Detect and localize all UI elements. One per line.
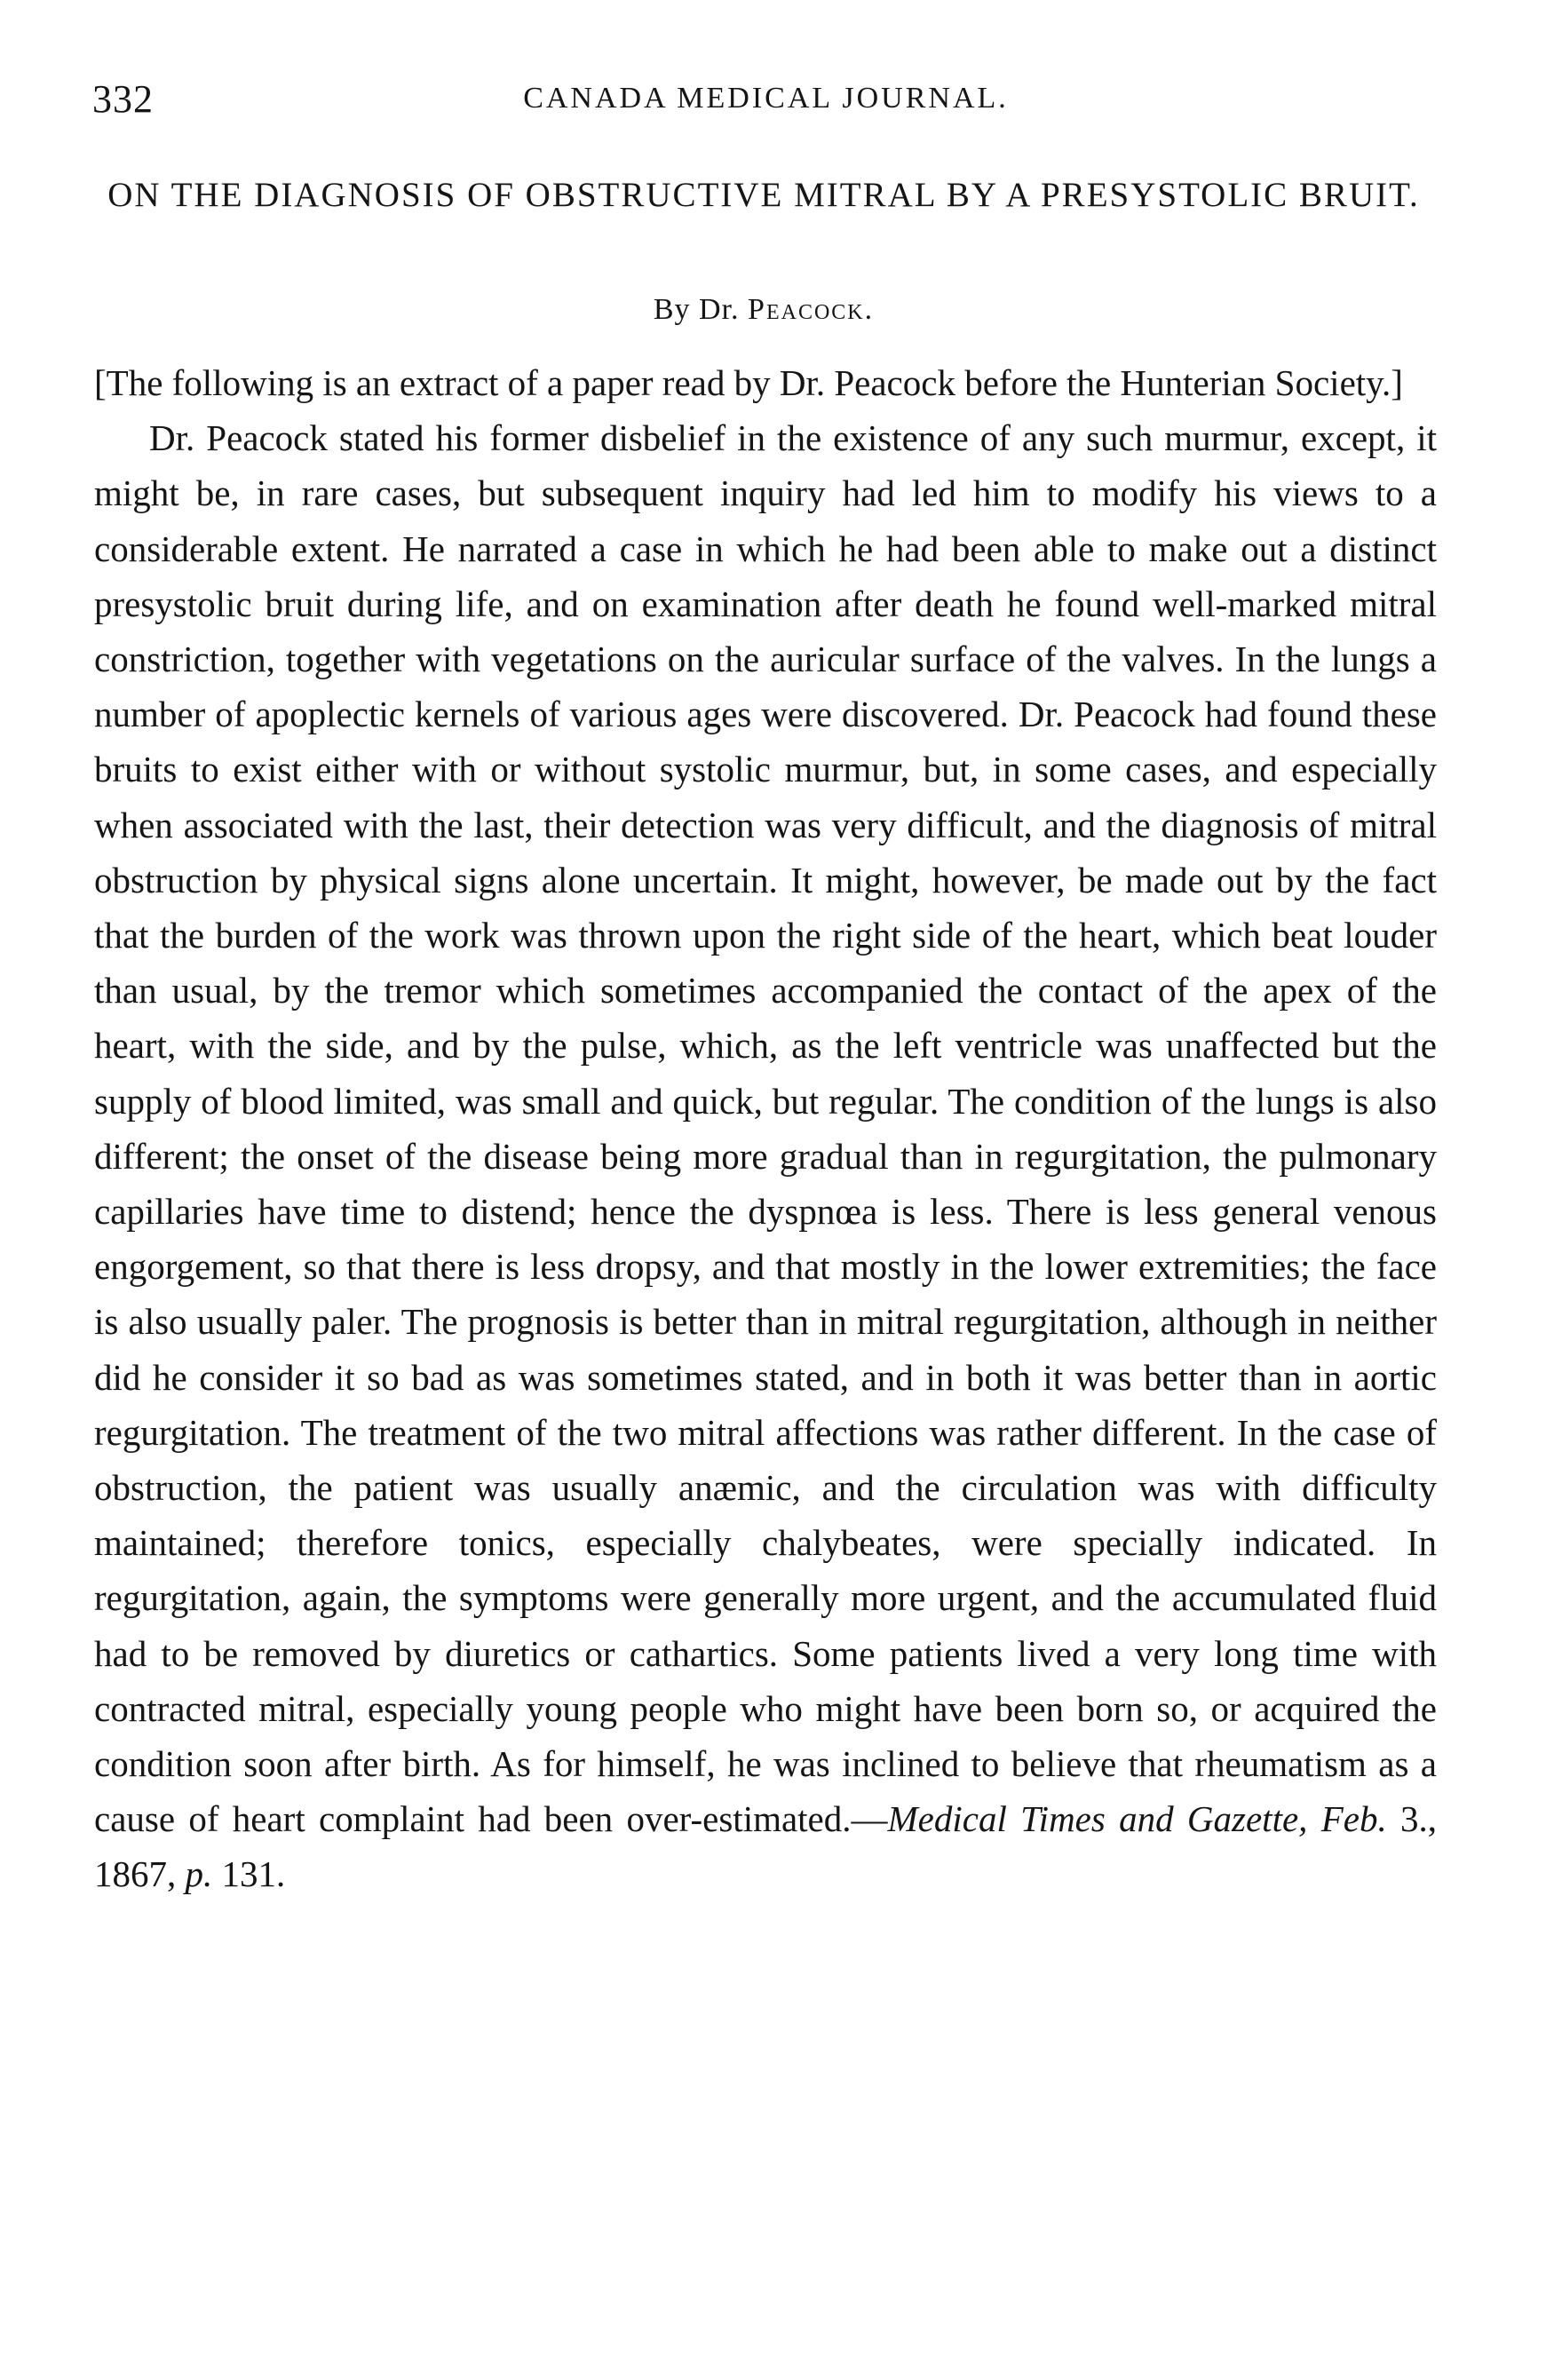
byline xyxy=(89,293,1439,327)
journal-title: CANADA MEDICAL JOURNAL. xyxy=(523,82,1009,115)
running-head xyxy=(92,76,1439,130)
citation-page: 131. xyxy=(212,1853,286,1895)
editor-note: [The following is an extract of a paper read by Dr. Peacock before the Hunterian Society.] xyxy=(94,362,1403,403)
citation-page-prefix: p. xyxy=(185,1853,213,1895)
main-paragraph-text: Dr. Peacock stated his former disbelief in the existence of any such murmur, except, it might be, in rare cases, but subsequent inquiry had led him to modify his views to a considerable extent. He narrated a case in which he had been able to make out a distinct presystolic bruit during life, and on examination after death he found well-marked mitral constriction, together with vegetations on the auricular surface of the valves. In the lungs a number of apoplectic kernels of various ages were discovered. Dr. Peacock had found these bruits to exist either with or without systolic murmur, but, in some cases, and especially when associated with the last, their detection was very difficult, and the diagnosis of mitral obstruction by physical signs alone uncertain. It might, however, be made out by the fact that the burden of the work was thrown upon the right side of the heart, which beat louder than usual, by the tremor which sometimes accompanied the contact of the apex of the heart, with the side, and by the pulse, which, as the left ventricle was unaffected but the supply of blood limited, was small and quick, but regular. The condition of the lungs is also different; the onset of the disease being more gradual than in regurgitation, the pulmonary capillaries have time to distend; hence the dyspnœa is less. There is less general venous engorgement, so that there is less dropsy, and that mostly in the lower extremities; the face is also usually paler. The prognosis is better than in mitral regurgitation, although in neither did he consider it so bad as was sometimes stated, and in both it was better than in aortic regurgitation. The treatment of the two mitral affections was rather different. In the case of obstruction, the patient was usually anæmic, and the circulation was with difficulty maintained; therefore tonics, especially chalybeates, were specially indicated. In regurgitation, again, the symptoms were generally more urgent, and the accumulated fluid had to be removed by diuretics or cathartics. Some patients lived a very long time with contracted mitral, especially young people who might have been born so, or acquired the condition soon after birth. As for himself, he was inclined to believe that rheumatism as a cause of heart complaint had been over-estimated.— xyxy=(94,417,1437,1840)
article-body xyxy=(94,355,1437,1902)
citation-source: Medical Times and Gazette, Feb. xyxy=(887,1798,1387,1840)
main-paragraph xyxy=(94,410,1437,1901)
byline-prefix: By Dr. xyxy=(653,293,740,326)
author-name: Peacock. xyxy=(748,293,875,326)
article-title: ON THE DIAGNOSIS OF OBSTRUCTIVE MITRAL BY A PRESYSTOLIC BRUIT. xyxy=(107,176,1420,214)
citation-number: 3., 1867, xyxy=(94,1798,1437,1895)
page-number: 332 xyxy=(92,77,154,121)
